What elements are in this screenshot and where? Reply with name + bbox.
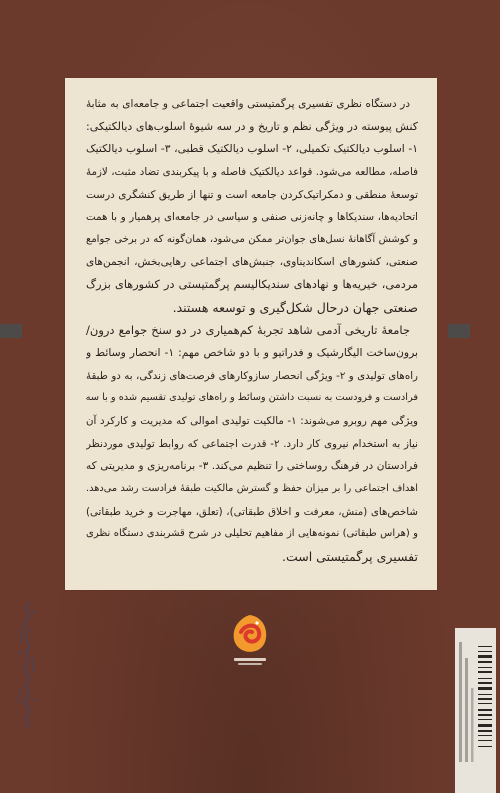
blurb-paragraph-2 [86,319,418,568]
handwritten-note [12,598,42,732]
barcode-bar [478,735,492,736]
barcode-bar [478,678,492,679]
barcode-bar [478,703,492,704]
barcode-bar [478,694,492,695]
text-line: کنش پیوسته در ویژگی نظم و تاریخ و در سه شیوهٔ اسلوب‌های دیالکتیکی: [86,119,418,133]
barcode-bar [478,709,492,711]
text-line: توسعهٔ منطقی و دمکراتیک‌کردن جامعه است و تنها از طریق کنشگری درست [86,188,418,201]
text-line: ویژگی مهم روبرو می‌شوند: ۱- مالکیت تولیدی اموالی که مدیریت و کارکرد آن [86,414,418,427]
edge-marker-left [0,324,22,338]
text-line: اهداف اجتماعی را بر میزان حفظ و گسترش مالکیت طبقهٔ فرادست رشد می‌دهد. [86,482,418,494]
barcode-bar [478,714,492,716]
text-line: فرادست و فرودست به نسبت داشتن وسائط و راه‌های تولیدی تقسیم شده و با سه [86,392,418,404]
barcode-bar [478,682,492,684]
publisher-logo-icon [228,612,272,670]
text-line: و (هراس طبقاتی) نمونه‌هایی از مفاهیم تحلیلی در شرح قشربندی دستگاه نظری [86,528,418,540]
barcode-bar [478,671,492,673]
text-line: فاصله، مطالعه می‌شود. قواعد دیالکتیک فاصله و با پیکربندی تضاد مثبت، لازمهٔ [86,165,418,178]
text-line: نیاز به استخدام نیروی کار دارد. ۲- قدرت اجتماعی که روابط تولیدی موردنظر [86,437,418,450]
text-line: و کوشش آگاهانهٔ نسل‌های جوان‌تر ممکن می‌شود، همان‌گونه که در برخی جوامع [86,233,418,245]
barcode-bar [478,646,492,647]
barcode-bar [478,719,492,720]
text-line: برون‌ساخت الیگارشیک و فدراتیو و با دو شاخص مهم: ۱- انحصار وسائط و [86,346,418,360]
text-line: شاخص‌های (منش، معرفت و اخلاق طبقاتی)، (تعلق، مهاجرت و خرید طبقاتی) [86,505,418,518]
barcode-bar [478,698,492,700]
text-line: مردمی، خیریه‌ها و نهادهای سندیکالیسم پرگمتیستی در کشورهای بزرگ [86,278,418,292]
blurb-panel [65,78,437,590]
barcode-bar [478,746,492,747]
barcode-bar [478,655,492,658]
barcode-bar [478,661,492,663]
barcode-bar [478,687,492,690]
barcode-bar [478,651,492,652]
barcode-bar [478,730,492,732]
blurb-paragraph-1 [86,93,418,319]
edge-marker-right [448,324,470,338]
barcode-bar [478,724,492,727]
text-line: تفسیری پرگمتیستی است. [282,548,418,564]
barcode-icon [455,628,496,793]
text-line: ۱- اسلوب دیالکتیک تکمیلی، ۲- اسلوب دیالکتیک قطبی، ۳- اسلوب دیالکتیک [86,142,418,156]
text-line: جامعهٔ تاریخی آدمی شاهد تجربهٔ کم‌همیاری در دو سنخ جوامع درون/ [86,323,410,338]
text-line: اتحادیه‌ها، سندیکاها و چانه‌زنی صنفی و سیاسی در جامعه‌ای پرهمیار و با همت [86,211,418,224]
text-line: فرادستان در فرهنگ روساختی را تنظیم می‌کند. ۳- برنامه‌ریزی و مدیریتی که [86,460,418,473]
barcode-bar [478,667,492,668]
barcode-bar [478,740,492,741]
text-line: در دستگاه نظری تفسیری پرگمتیستی واقعیت اجتماعی و جامعه‌ای به مثابهٔ [86,98,410,110]
text-line: صنعتی، کشورهای اسکاندیناوی، جنبش‌های اجتماعی رهایی‌بخش، انجمن‌های [86,256,418,269]
text-line: صنعتی جهان درحال شکل‌گیری و توسعه هستند. [172,299,418,315]
text-line: راه‌های تولیدی و ۲- ویژگی انحصار سازوکارهای فرصت‌های زندگی، به دو طبقهٔ [86,369,418,382]
